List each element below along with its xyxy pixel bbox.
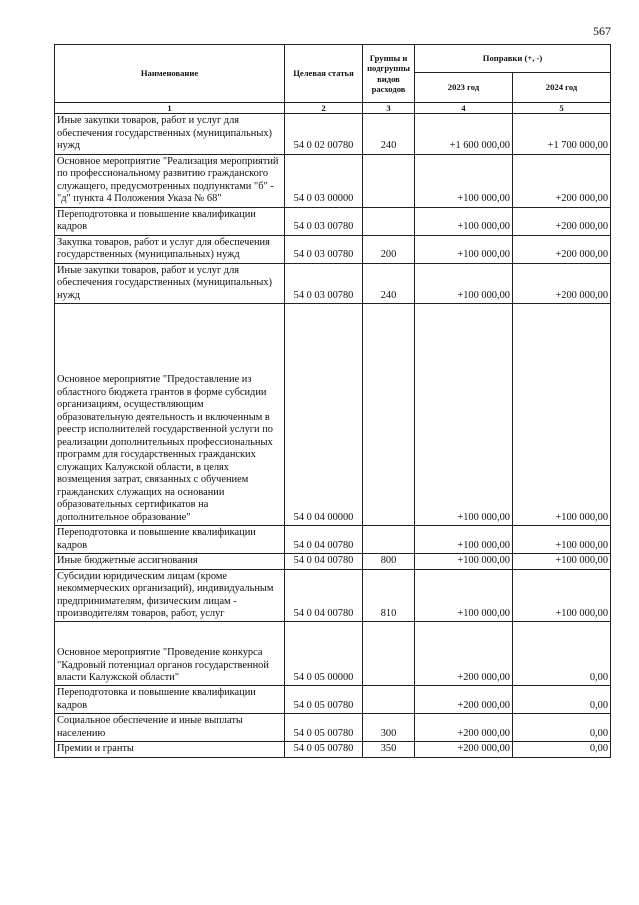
table-row xyxy=(55,154,611,207)
row-name: Основное мероприятие "Предоставление из областного бюджета грантов в форме субсидии организациям, осуществляющим образовательную деятельность и включенным в реестр исполнителей государственной услуги по реализации дополнительных профессиональных программ для государственных гражданских служащих Калужской области, в целях возмещения затрат, связанных с обучением гражданских служащих на основании образовательных сертификатов на дополнительное образование" xyxy=(55,304,285,526)
header-expense-group: Группы и подгруппы видов расходов xyxy=(363,45,415,103)
table-row xyxy=(55,526,611,554)
header-name: Наименование xyxy=(55,45,285,103)
header-col-number: 1 xyxy=(55,103,285,114)
row-amount-2024: 0,00 xyxy=(513,622,611,686)
table-row xyxy=(55,207,611,235)
row-amount-2023: +100 000,00 xyxy=(415,235,513,263)
row-expense-group: 810 xyxy=(363,569,415,622)
header-col-number: 4 xyxy=(415,103,513,114)
row-name: Переподготовка и повышение квалификации кадров xyxy=(55,526,285,554)
row-expense-group xyxy=(363,686,415,714)
header-target-article: Целевая статья xyxy=(285,45,363,103)
row-amount-2023: +200 000,00 xyxy=(415,686,513,714)
header-col-number: 3 xyxy=(363,103,415,114)
row-amount-2024: +100 000,00 xyxy=(513,569,611,622)
row-expense-group: 300 xyxy=(363,714,415,742)
row-amount-2024: +200 000,00 xyxy=(513,263,611,303)
row-amount-2023: +200 000,00 xyxy=(415,714,513,742)
row-amount-2023: +100 000,00 xyxy=(415,569,513,622)
row-name: Переподготовка и повышение квалификации кадров xyxy=(55,686,285,714)
row-target-article: 54 0 04 00780 xyxy=(285,526,363,554)
table-row xyxy=(55,114,611,154)
row-name: Субсидии юридическим лицам (кроме некоммерческих организаций), индивидуальным предпринимателям, физическим лицам - производителям товаров, работ, услуг xyxy=(55,569,285,622)
row-amount-2023: +100 000,00 xyxy=(415,207,513,235)
table-row xyxy=(55,569,611,622)
table-row xyxy=(55,686,611,714)
row-target-article: 54 0 04 00780 xyxy=(285,569,363,622)
row-target-article: 54 0 03 00000 xyxy=(285,154,363,207)
header-year-2024: 2024 год xyxy=(513,73,611,103)
row-expense-group: 240 xyxy=(363,263,415,303)
row-expense-group xyxy=(363,622,415,686)
row-amount-2024: +100 000,00 xyxy=(513,304,611,526)
table-row xyxy=(55,304,611,526)
row-amount-2023: +100 000,00 xyxy=(415,263,513,303)
table-row xyxy=(55,714,611,742)
row-name: Закупка товаров, работ и услуг для обеспечения государственных (муниципальных) нужд xyxy=(55,235,285,263)
row-target-article: 54 0 03 00780 xyxy=(285,263,363,303)
row-amount-2023: +200 000,00 xyxy=(415,742,513,757)
row-amount-2024: +1 700 000,00 xyxy=(513,114,611,154)
row-target-article: 54 0 04 00000 xyxy=(285,304,363,526)
row-amount-2023: +100 000,00 xyxy=(415,304,513,526)
row-name: Премии и гранты xyxy=(55,742,285,757)
row-target-article: 54 0 05 00780 xyxy=(285,714,363,742)
row-amount-2024: 0,00 xyxy=(513,686,611,714)
header-year-2023: 2023 год xyxy=(415,73,513,103)
header-col-number: 2 xyxy=(285,103,363,114)
header-amendments: Поправки (+, -) xyxy=(415,45,611,73)
table-row xyxy=(55,554,611,569)
row-amount-2023: +1 600 000,00 xyxy=(415,114,513,154)
row-amount-2024: +100 000,00 xyxy=(513,554,611,569)
row-expense-group: 240 xyxy=(363,114,415,154)
row-name: Иные бюджетные ассигнования xyxy=(55,554,285,569)
row-amount-2023: +100 000,00 xyxy=(415,526,513,554)
row-amount-2024: +100 000,00 xyxy=(513,526,611,554)
table-row xyxy=(55,235,611,263)
row-expense-group xyxy=(363,526,415,554)
row-target-article: 54 0 02 00780 xyxy=(285,114,363,154)
row-expense-group xyxy=(363,304,415,526)
row-amount-2023: +100 000,00 xyxy=(415,154,513,207)
table-row xyxy=(55,263,611,303)
row-amount-2024: +200 000,00 xyxy=(513,235,611,263)
row-name: Иные закупки товаров, работ и услуг для обеспечения государственных (муниципальных) нужд xyxy=(55,263,285,303)
row-amount-2023: +100 000,00 xyxy=(415,554,513,569)
row-expense-group xyxy=(363,154,415,207)
row-expense-group: 800 xyxy=(363,554,415,569)
page-number: 567 xyxy=(593,24,611,38)
row-amount-2024: +200 000,00 xyxy=(513,207,611,235)
row-name: Социальное обеспечение и иные выплаты населению xyxy=(55,714,285,742)
row-target-article: 54 0 05 00780 xyxy=(285,686,363,714)
row-expense-group: 200 xyxy=(363,235,415,263)
table-row xyxy=(55,622,611,686)
row-amount-2024: +200 000,00 xyxy=(513,154,611,207)
header-col-number: 5 xyxy=(513,103,611,114)
table-row xyxy=(55,742,611,757)
row-expense-group xyxy=(363,207,415,235)
row-target-article: 54 0 03 00780 xyxy=(285,207,363,235)
budget-amendments-table xyxy=(54,44,611,758)
row-expense-group: 350 xyxy=(363,742,415,757)
row-name: Основное мероприятие "Проведение конкурса "Кадровый потенциал органов государственной власти Калужской области" xyxy=(55,622,285,686)
row-target-article: 54 0 05 00000 xyxy=(285,622,363,686)
row-target-article: 54 0 04 00780 xyxy=(285,554,363,569)
row-amount-2024: 0,00 xyxy=(513,714,611,742)
row-name: Основное мероприятие "Реализация мероприятий по профессиональному развитию гражданского служащего, предусмотренных подпунктами "б" - "д" пункта 4 Положения Указа № 68" xyxy=(55,154,285,207)
row-amount-2024: 0,00 xyxy=(513,742,611,757)
row-amount-2023: +200 000,00 xyxy=(415,622,513,686)
row-name: Иные закупки товаров, работ и услуг для обеспечения государственных (муниципальных) нужд xyxy=(55,114,285,154)
row-name: Переподготовка и повышение квалификации кадров xyxy=(55,207,285,235)
row-target-article: 54 0 05 00780 xyxy=(285,742,363,757)
row-target-article: 54 0 03 00780 xyxy=(285,235,363,263)
